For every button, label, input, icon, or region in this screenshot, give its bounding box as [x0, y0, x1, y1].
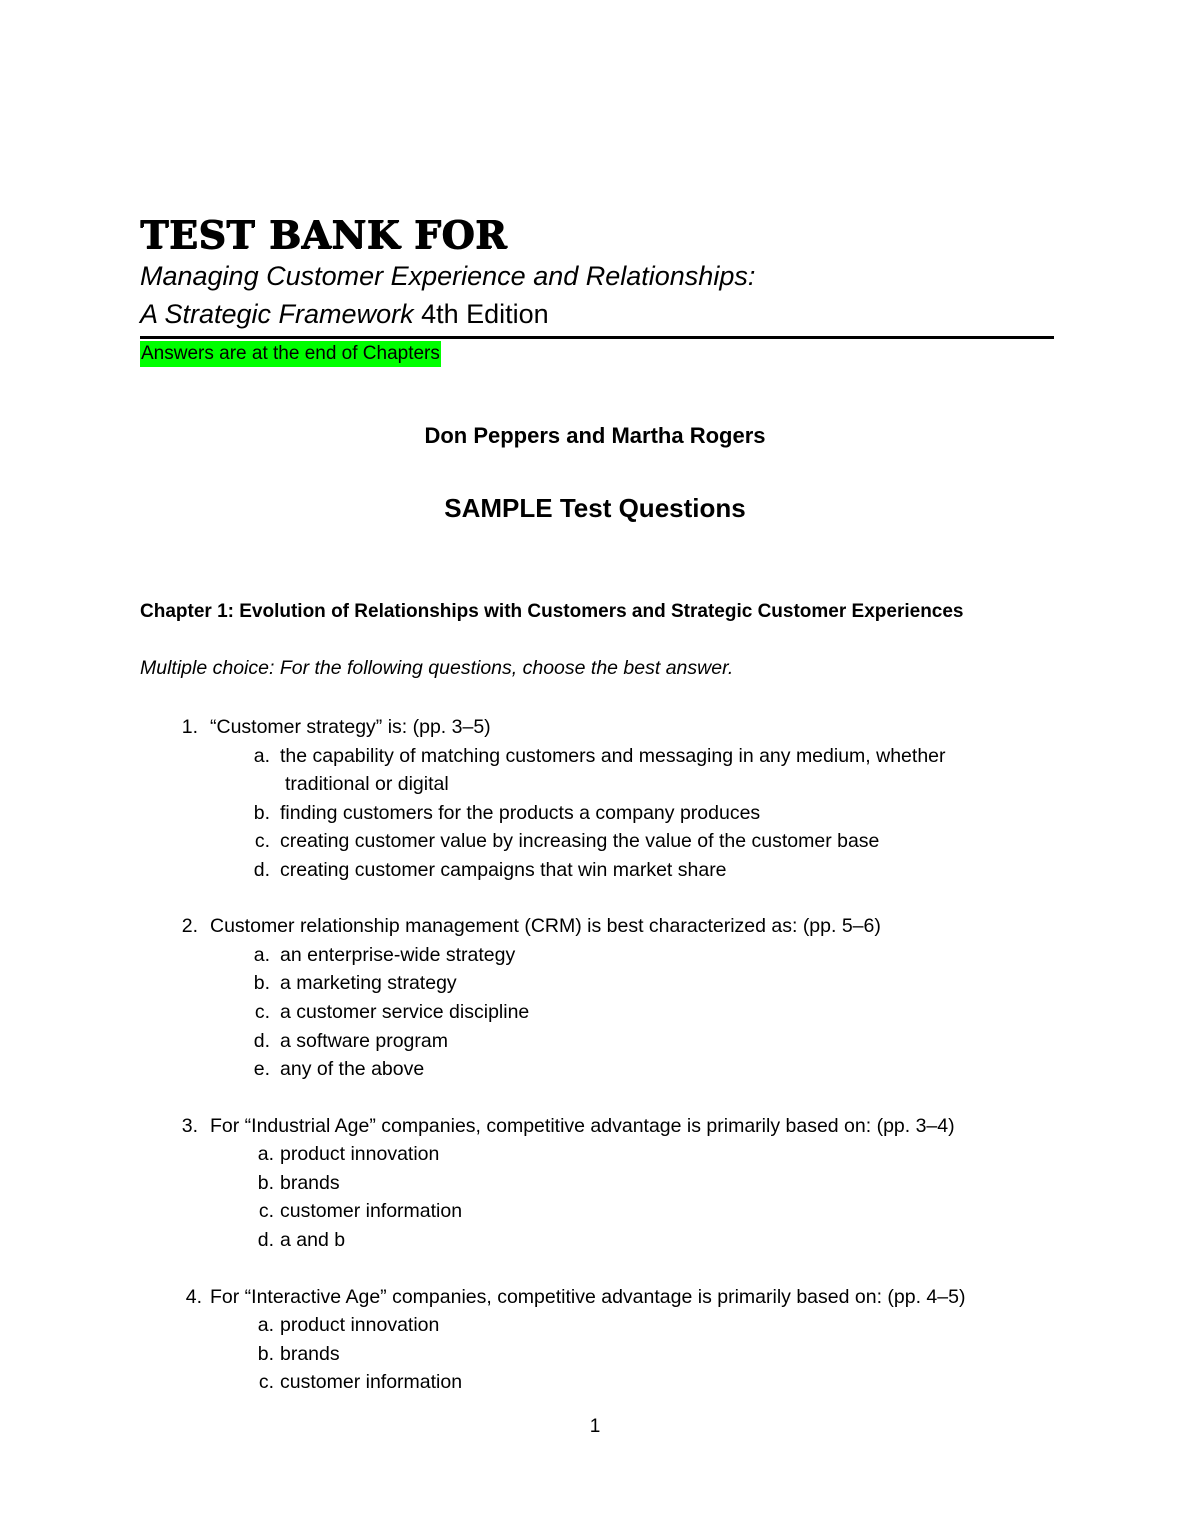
option-text: any of the above [280, 1058, 425, 1080]
option-letter: b. [253, 972, 270, 994]
page-number: 1 [589, 1416, 601, 1437]
answers-note-highlight: Answers are at the end of Chapters [140, 341, 441, 367]
option-text: product innovation [280, 1143, 440, 1165]
book-subtitle: A Strategic Framework [140, 299, 414, 329]
instructions: Multiple choice: For the following questions, choose the best answer. [140, 657, 734, 679]
title-divider [140, 336, 1054, 339]
option-letter: c. [258, 1200, 274, 1222]
option-letter: a. [253, 745, 270, 767]
option-text: customer information [280, 1200, 463, 1222]
edition-label: 4th Edition [413, 299, 549, 329]
option-letter: c. [254, 830, 270, 852]
option-letter: d. [257, 1229, 274, 1251]
option-text: finding customers for the products a company produces [280, 802, 761, 824]
sample-heading: SAMPLE Test Questions [444, 493, 746, 523]
book-title-line-2 [140, 299, 549, 330]
question-number: 2. [181, 915, 198, 937]
option-letter: d. [253, 859, 270, 881]
question-text: For “Interactive Age” companies, competitive advantage is primarily based on: (pp. 4–5) [210, 1286, 966, 1308]
option-text: a software program [280, 1030, 448, 1052]
option-text: a marketing strategy [280, 972, 457, 994]
option-letter: b. [253, 802, 270, 824]
option-text: the capability of matching customers and messaging in any medium, whether [280, 745, 946, 767]
option-letter: b. [257, 1172, 274, 1194]
chapter-heading: Chapter 1: Evolution of Relationships with Customers and Strategic Customer Experiences [140, 601, 964, 622]
option-letter: b. [257, 1343, 274, 1365]
option-text: brands [280, 1343, 340, 1365]
option-text: a customer service discipline [280, 1001, 530, 1023]
question-number: 3. [181, 1115, 198, 1137]
option-letter: a. [257, 1143, 274, 1165]
book-title-line-1: Managing Customer Experience and Relationships: [140, 261, 756, 291]
option-text: an enterprise-wide strategy [280, 944, 516, 966]
option-letter: a. [257, 1314, 274, 1336]
question-text: For “Industrial Age” companies, competitive advantage is primarily based on: (pp. 3–4) [210, 1115, 955, 1137]
question-text: Customer relationship management (CRM) is best characterized as: (pp. 5–6) [210, 915, 881, 937]
option-letter: d. [253, 1030, 270, 1052]
option-letter: c. [258, 1371, 274, 1393]
question-number: 1. [181, 716, 198, 738]
question-number: 4. [185, 1286, 202, 1308]
option-text: creating customer campaigns that win market share [280, 859, 727, 881]
option-text-continuation: traditional or digital [285, 773, 449, 795]
option-text: product innovation [280, 1314, 440, 1336]
option-letter: e. [253, 1058, 270, 1080]
option-text: customer information [280, 1371, 463, 1393]
option-text: a and b [280, 1229, 346, 1251]
question-text: “Customer strategy” is: (pp. 3–5) [210, 716, 491, 738]
document-title: TEST BANK FOR [140, 212, 507, 257]
option-text: brands [280, 1172, 340, 1194]
option-letter: a. [253, 944, 270, 966]
authors: Don Peppers and Martha Rogers [424, 423, 766, 448]
option-letter: c. [254, 1001, 270, 1023]
option-text: creating customer value by increasing the value of the customer base [280, 830, 880, 852]
